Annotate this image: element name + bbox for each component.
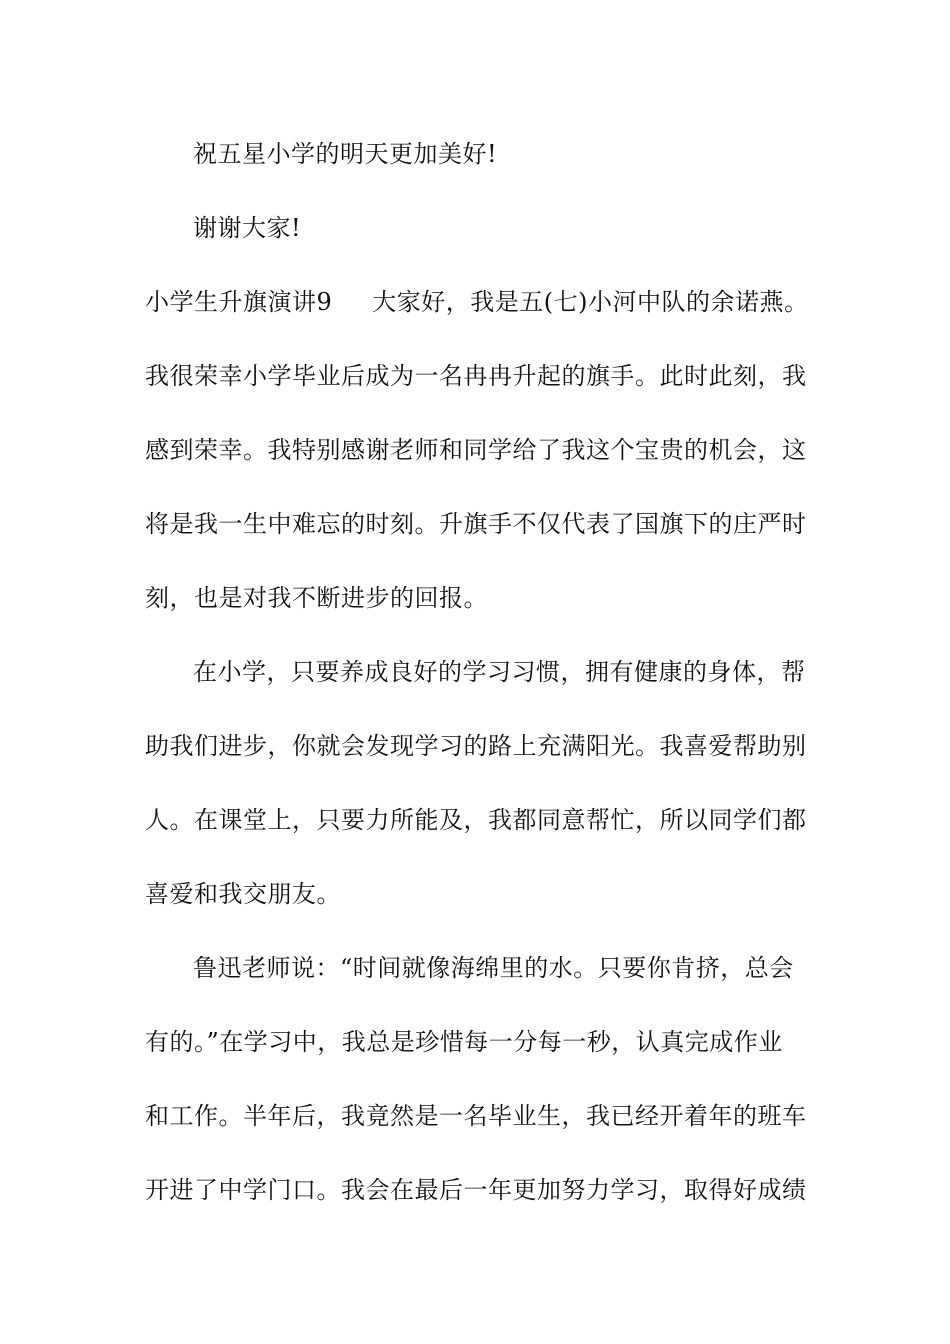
closing-wish: 祝五星小学的明天更加美好! <box>193 140 498 168</box>
paragraph-line: 开进了中学门口。我会在最后一年更加努力学习，取得好成绩 <box>145 1176 807 1204</box>
paragraph-line: 刻，也是对我不断进步的回报。 <box>145 584 488 612</box>
closing-thanks: 谢谢大家! <box>193 214 302 242</box>
greeting-text: 大家好，我是五(七)小河中队的余诺燕。 <box>372 288 809 316</box>
speech-title-line <box>145 287 809 317</box>
paragraph-line: 鲁迅老师说：“时间就像海绵里的水。只要你肯挤，总会 <box>193 954 794 982</box>
paragraph-line: 在小学，只要养成良好的学习习惯，拥有健康的身体，帮 <box>193 658 806 686</box>
paragraph-line: 感到荣幸。我特别感谢老师和同学给了我这个宝贵的机会，这 <box>145 436 807 464</box>
speech-title: 小学生升旗演讲9 <box>145 288 333 316</box>
paragraph-line: 有的。”在学习中，我总是珍惜每一分每一秒，认真完成作业 <box>145 1028 783 1056</box>
paragraph-line: 助我们进步，你就会发现学习的路上充满阳光。我喜爱帮助别 <box>145 732 807 760</box>
paragraph-line: 将是我一生中难忘的时刻。升旗手不仅代表了国旗下的庄严时 <box>145 510 807 538</box>
paragraph-line: 人。在课堂上，只要力所能及，我都同意帮忙，所以同学们都 <box>145 806 807 834</box>
paragraph-line: 和工作。半年后，我竟然是一名毕业生，我已经开着年的班车 <box>145 1102 807 1130</box>
paragraph-line: 我很荣幸小学毕业后成为一名冉冉升起的旗手。此时此刻，我 <box>145 362 807 390</box>
paragraph-line: 喜爱和我交朋友。 <box>145 880 341 908</box>
